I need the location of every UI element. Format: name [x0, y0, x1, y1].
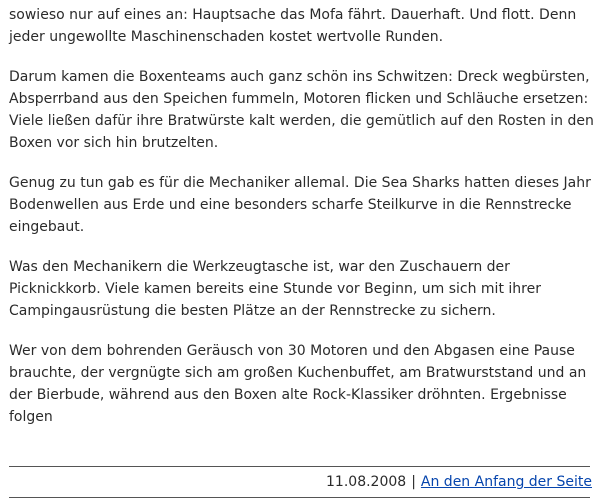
- article-paragraph-5: Wer von dem bohrenden Geräusch von 30 Motoren und den Abgasen eine Pause brauchte, der vergnügte sich am großen Kuchenbuffet, am Bratwurststand und an der Bierbude, während aus den Boxen alte Rock-Klassiker dröhnten. Ergebnisse folgen: [9, 343, 587, 425]
- publish-date: 11.08.2008: [326, 474, 407, 490]
- article-body: [9, 0, 599, 446]
- footer-divider-top: [9, 466, 590, 467]
- article-paragraph-3: Genug zu tun gab es für die Mechaniker allemal. Die Sea Sharks hatten dieses Jahr Bodenwellen aus Erde und eine besonders scharfe Steilkurve in die Rennstrecke eingebaut.: [9, 175, 591, 235]
- article-footer: [326, 468, 592, 496]
- footer-divider-bottom: [9, 497, 590, 498]
- back-to-top-link[interactable]: An den Anfang der Seite: [420, 474, 592, 490]
- article-paragraph-1: sowieso nur auf eines an: Hauptsache das Mofa fährt. Dauerhaft. Und flott. Denn jeder ungewollte Maschinenschaden kostet wertvolle Runden.: [9, 7, 577, 45]
- article-paragraph-4: Was den Mechanikern die Werkzeugtasche ist, war den Zuschauern der Picknickkorb. Viele kamen bereits eine Stunde vor Beginn, um sich mit ihrer Campingausrüstung die besten Plätze an der Rennstrecke zu sichern.: [9, 259, 541, 319]
- footer-separator: |: [411, 474, 416, 490]
- article-paragraph-2: Darum kamen die Boxenteams auch ganz schön ins Schwitzen: Dreck wegbürsten, Absperrband aus den Speichen fummeln, Motoren flicken und Schläuche ersetzen: Viele ließen dafür ihre Bratwürste kalt werden, die gemütlich auf den Rosten in den Boxen vor sich hin brutzelten.: [9, 69, 594, 151]
